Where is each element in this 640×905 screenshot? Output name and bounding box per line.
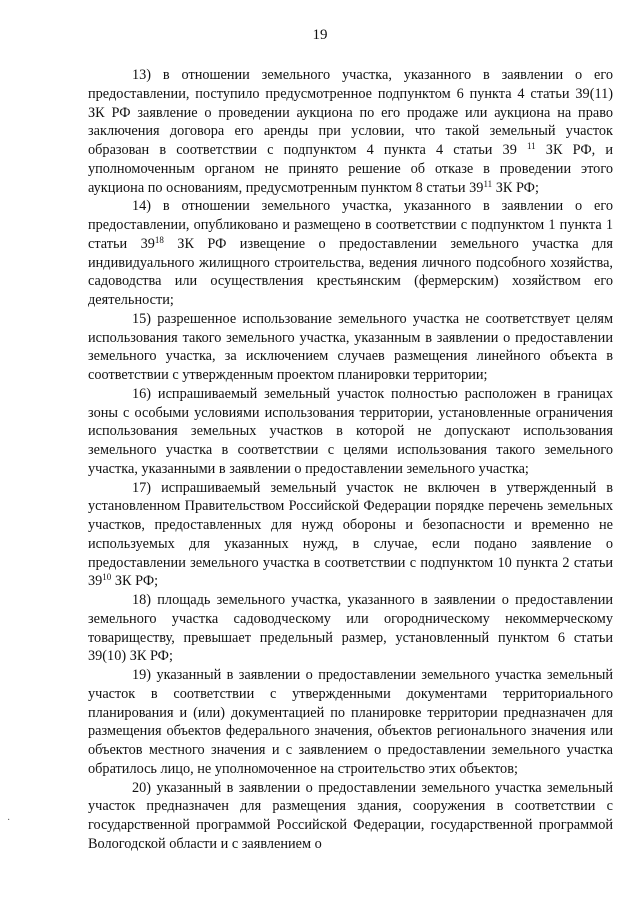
paragraph-text: 18) площадь земельного участка, указанного в заявлении о предоставлении земельного участка садоводческому или огородническому некоммерческому товариществу, превышает предельный размер, установленный пунктом 6 статьи 39(10) ЗК РФ; (88, 592, 613, 665)
paragraph-p20 (88, 779, 613, 854)
paragraph-text: 14) в отношении земельного участка, указанного в заявлении о его предоставлении, опубликовано и размещено в соответствии с подпунктом 1 пункта 1 статьи 39 (88, 198, 613, 252)
paragraph-text: 17) испрашиваемый земельный участок не включен в утвержденный в установленном Правительством Российской Федерации порядке перечень земельных участков, предоставленных для нужд обороны и безопасности и временно не используемых для указанных нужд, в случае, если подано заявление о предоставлении земельного участка в соответствии с подпунктом 10 пункта 2 статьи 39 (88, 479, 613, 590)
margin-mark: · (7, 815, 11, 826)
article-superscript: 18 (154, 234, 164, 245)
paragraph-text: ЗК РФ извещение о предоставлении земельного участка для индивидуального жилищного строительства, ведения личного подсобного хозяйства, садоводства или осуществления крестьянским (фермерским) хозяйством его деятельности; (88, 235, 613, 308)
article-superscript: 11 (483, 178, 493, 189)
paragraph-text: 16) испрашиваемый земельный участок полностью расположен в границах зоны с особыми условиями использования территории, установленные ограничения использования земельных участков в которой не допускают использования земельного участка в соответствии с целями использования такого земельного участка, указанными в заявлении о предоставлении земельного участка; (88, 385, 613, 477)
paragraph-text: 13) в отношении земельного участка, указанного в заявлении о его предоставлении, поступило предусмотренное подпунктом 6 пункта 4 статьи 39(11) ЗК РФ заявление о проведении аукциона по его продаже или аукциона на право заключения договора его аренды при условии, что такой земельный участок образован в соответствии с подпунктом 4 пункта 4 статьи 39 (88, 67, 613, 158)
paragraph-text: 19) указанный в заявлении о предоставлении земельного участка земельный участок в соответствии с утвержденными документами территориального планирования и (или) документацией по планировке территории предназначен для размещения объектов федерального значения, объектов регионального значения или объектов местного значения и с заявлением о предоставлении земельного участка обратилось лицо, не уполномоченное на строительство этих объектов; (88, 667, 613, 777)
paragraph-text: 20) указанный в заявлении о предоставлении земельного участка земельный участок предназначен для размещения здания, сооружения в соответствии с государственной программой Российской Федерации, государственной программой Вологодской области и с заявлением о (88, 779, 613, 852)
paragraph-p19 (88, 666, 613, 779)
paragraph-text: ЗК РФ, и уполномоченным органом не принято решение об отказе в проведении этого аукциона по основаниям, предусмотренным пунктом 8 статьи 39 (88, 142, 613, 196)
paragraph-text: 15) разрешенное использование земельного участка не соответствует целям использования такого земельного участка, указанным в заявлении о предоставлении земельного участка, за исключением случаев размещения линейного объекта в соответствии с утвержденным проектом планировки территории; (88, 310, 613, 383)
page-number: 19 (312, 27, 328, 43)
paragraph-text: ЗК РФ; (111, 573, 159, 590)
article-superscript: 11 (526, 141, 536, 151)
paragraph-p14 (88, 197, 613, 310)
article-superscript: 10 (102, 572, 112, 583)
paragraph-p18 (88, 591, 613, 666)
paragraph-p15 (88, 310, 613, 385)
paragraph-text: ЗК РФ; (492, 179, 539, 196)
paragraph-p13 (88, 66, 613, 197)
document-body (88, 66, 613, 854)
paragraph-p17 (88, 479, 613, 592)
paragraph-p16 (88, 385, 613, 479)
